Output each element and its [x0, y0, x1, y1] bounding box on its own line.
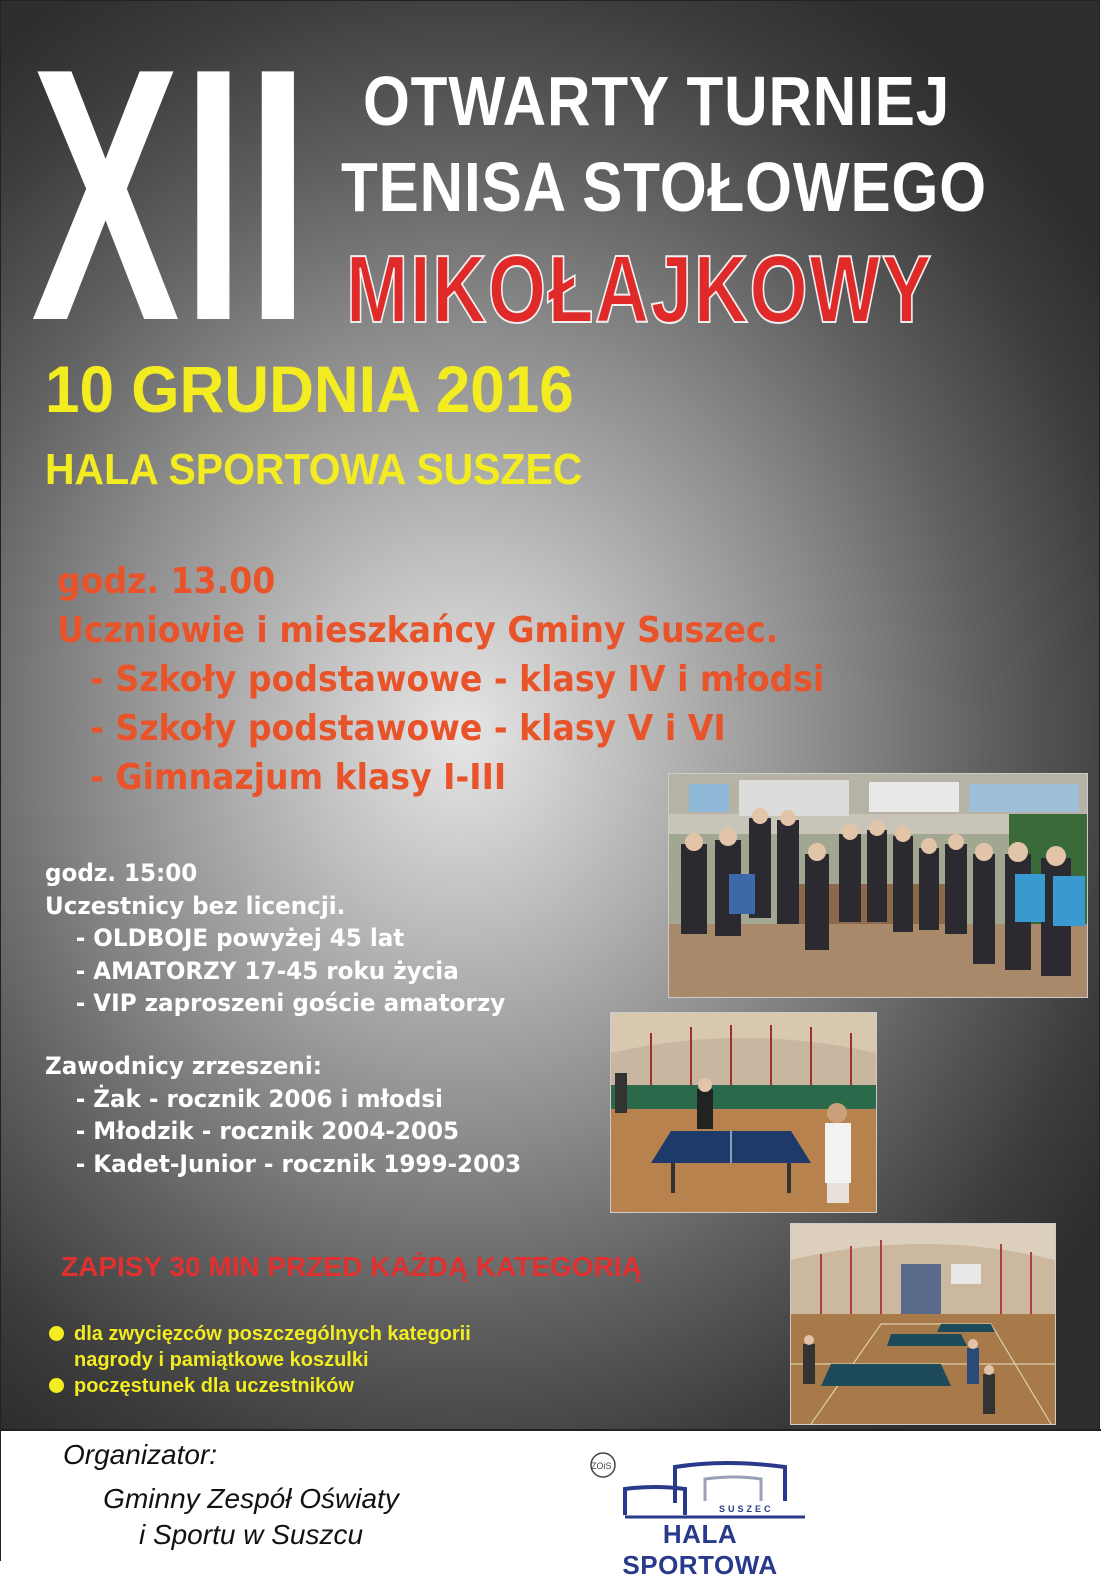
- session-3-block: [45, 1050, 541, 1180]
- prize-item: [49, 1347, 471, 1373]
- session-1-category: - Szkoły podstawowe - klasy V i VI: [90, 708, 726, 749]
- photo-table-tennis-match: [610, 1012, 877, 1213]
- registration-notice: ZAPISY 30 MIN PRZED KAŻDĄ KATEGORIĄ: [61, 1251, 642, 1282]
- session-1-category: - Szkoły podstawowe - klasy IV i młodsi: [90, 659, 825, 700]
- organizer-line-2: i Sportu w Suszcu: [138, 1519, 364, 1550]
- session-1-category: - Gimnazjum klasy I-III: [90, 757, 507, 798]
- title-line-1: OTWARTY TURNIEJ: [363, 62, 951, 140]
- session-1-block: [57, 557, 891, 802]
- session-2-audience: Uczestnicy bez licencji.: [45, 891, 346, 920]
- event-venue: HALA SPORTOWA SUSZEC: [45, 445, 583, 494]
- logo-title: HALA SPORTOWA: [622, 1519, 778, 1580]
- bullet-dot-icon: [49, 1326, 64, 1341]
- footer: [1, 1429, 1101, 1580]
- photo-participants-group: [668, 773, 1088, 998]
- title-mikolajkowy: MIKOŁAJKOWY: [346, 236, 934, 343]
- organizer-line-1: Gminny Zespół Oświaty: [103, 1483, 399, 1514]
- prize-text: nagrody i pamiątkowe koszulki: [74, 1349, 369, 1371]
- session-3-category: - Żak - rocznik 2006 i młodsi: [75, 1084, 443, 1113]
- session-2-block: [45, 857, 524, 1020]
- prizes-list: [49, 1321, 471, 1399]
- logo-badge-text: ZOiS: [591, 1461, 612, 1471]
- prize-text: poczęstunek dla uczestników: [74, 1375, 355, 1397]
- session-2-category: - OLDBOJE powyżej 45 lat: [75, 924, 405, 952]
- organizer-name: [51, 1481, 451, 1553]
- prize-item: [49, 1321, 471, 1347]
- session-3-category: - Kadet-Junior - rocznik 1999-2003: [75, 1149, 522, 1178]
- bullet-dot-icon: [49, 1378, 64, 1393]
- session-3-category: - Młodzik - rocznik 2004-2005: [75, 1117, 460, 1145]
- photo-sports-hall: [790, 1223, 1056, 1425]
- session-1-time: godz. 13.00: [57, 561, 276, 602]
- prize-text: dla zwycięzców poszczególnych kategorii: [74, 1323, 471, 1345]
- session-2-time: godz. 15:00: [45, 859, 198, 887]
- session-2-category: - AMATORZY 17-45 roku życia: [75, 956, 459, 985]
- session-1-audience: Uczniowie i mieszkańcy Gminy Suszec.: [57, 610, 779, 651]
- session-3-audience: Zawodnicy zrzeszeni:: [45, 1052, 322, 1080]
- roman-numeral-xii: XII: [31, 0, 312, 396]
- prize-item: [49, 1373, 471, 1399]
- logo-subtitle: SUSZEC: [719, 1504, 774, 1514]
- title-line-2: TENISA STOŁOWEGO: [341, 148, 987, 226]
- session-2-category: - VIP zaproszeni goście amatorzy: [75, 989, 506, 1017]
- event-date: 10 GRUDNIA 2016: [45, 352, 574, 426]
- organizer-label: Organizator:: [63, 1439, 218, 1470]
